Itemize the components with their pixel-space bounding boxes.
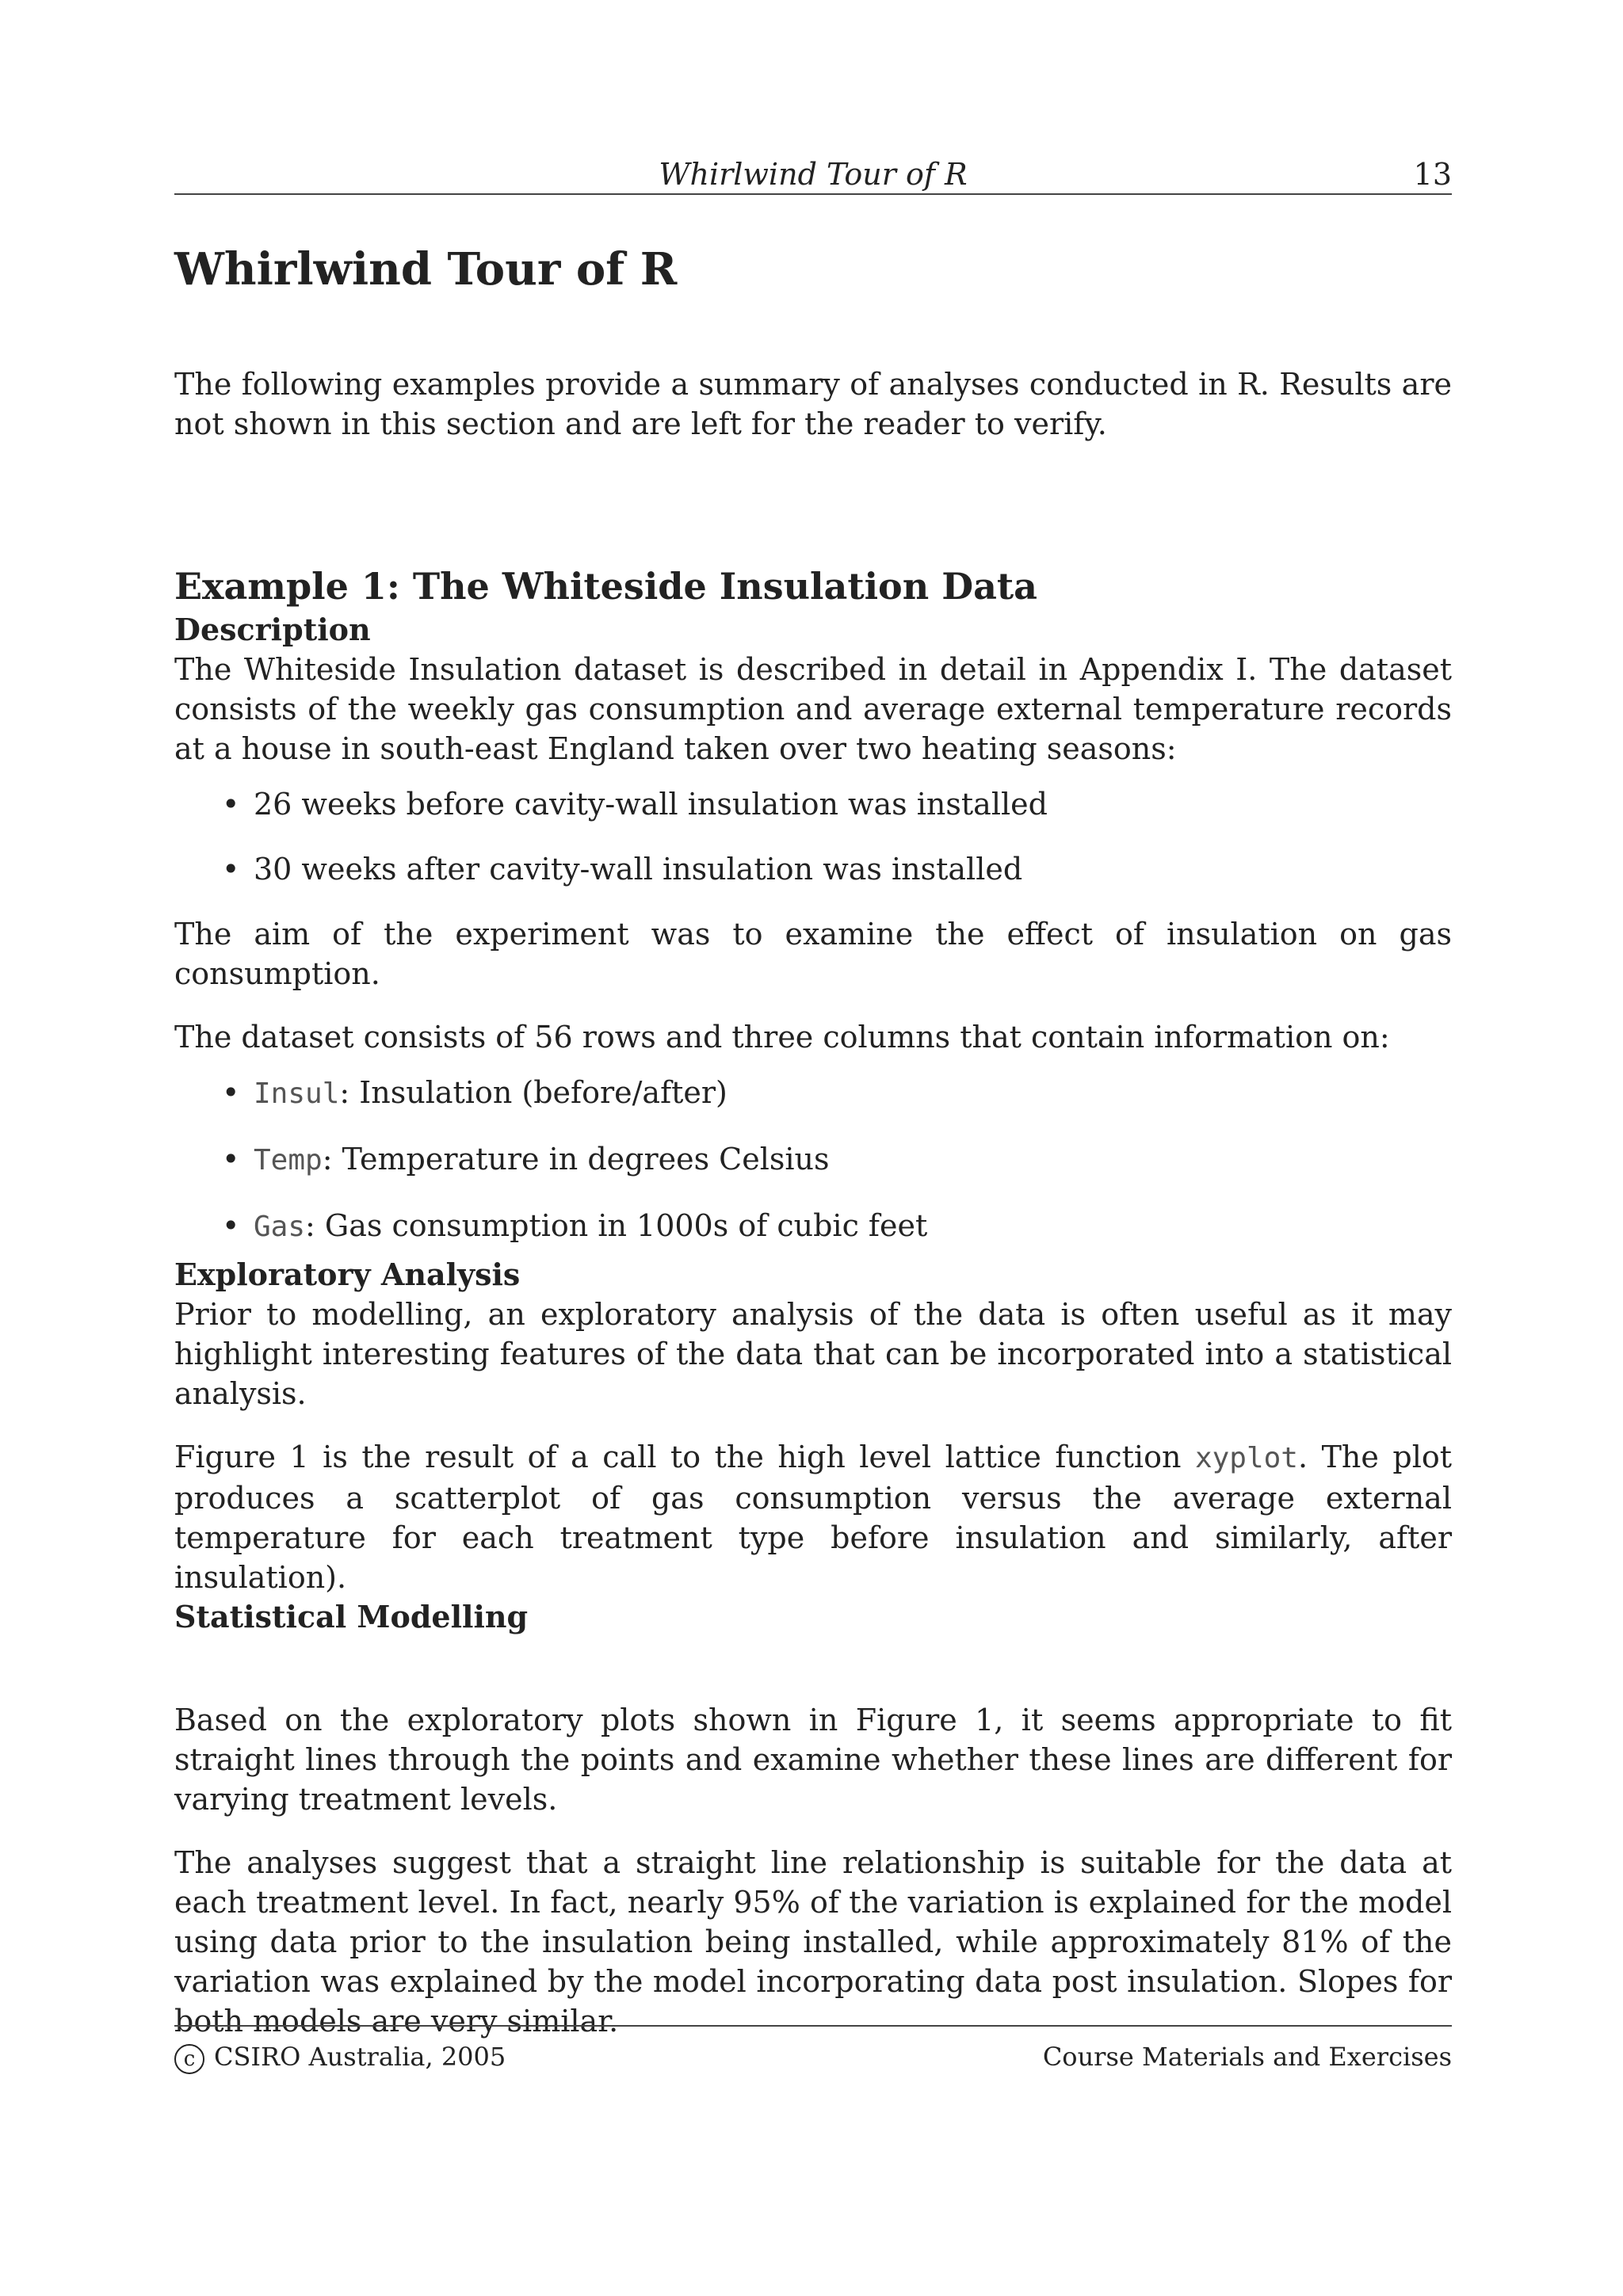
page-footer xyxy=(174,2025,1452,2082)
list-item xyxy=(174,849,1452,889)
footer-right-text: Course Materials and Exercises xyxy=(1042,2042,1452,2072)
bullet-icon: • xyxy=(222,1142,240,1177)
exploratory-heading: Exploratory Analysis xyxy=(174,1257,521,1292)
description-heading: Description xyxy=(174,612,371,647)
bullet-icon: • xyxy=(222,787,240,822)
bullet-icon: • xyxy=(222,1208,240,1243)
list-item-text: 30 weeks after cavity-wall insulation was installed xyxy=(254,852,1023,887)
season-list xyxy=(174,784,1452,889)
description-paragraph: The Whiteside Insulation dataset is described in detail in Appendix I. The dataset consists of the weekly gas consumption and average external temperature records at a house in south-east England taken over two heating seasons: xyxy=(174,652,1452,766)
list-item xyxy=(174,784,1452,824)
figure-text-after: . The plot produces a scatterplot of gas consumption versus the average external temperature for each treatment type before insulation and similarly, after insulation). xyxy=(174,1440,1453,1595)
column-description: : Insulation (before/after) xyxy=(339,1075,727,1110)
column-description: : Temperature in degrees Celsius xyxy=(322,1142,830,1177)
modelling-paragraph-1: Based on the exploratory plots shown in Figure 1, it seems appropriate to fit straight lines through the points and examine whether these lines are different for varying treatment levels. xyxy=(174,1703,1452,1817)
modelling-heading: Statistical Modelling xyxy=(174,1599,529,1634)
column-code: Insul xyxy=(254,1077,340,1110)
footer-left-text: CSIRO Australia, 2005 xyxy=(214,2042,506,2072)
intro-paragraph: The following examples provide a summary of analyses conducted in R. Results are not shown in this section and are left for the reader to verify. xyxy=(174,367,1452,441)
bullet-icon: • xyxy=(222,1075,240,1110)
figure-paragraph xyxy=(174,1437,1452,1597)
list-item xyxy=(174,1139,1452,1180)
function-code: xyplot xyxy=(1194,1442,1298,1474)
columns-list xyxy=(174,1073,1452,1247)
exploratory-paragraph: Prior to modelling, an exploratory analysis of the data is often useful as it may highlight interesting features of the data that can be incorporated into a statistical analysis. xyxy=(174,1297,1452,1411)
page-header xyxy=(174,155,1452,195)
column-description: : Gas consumption in 1000s of cubic feet xyxy=(305,1208,928,1243)
page-content xyxy=(174,238,1452,2041)
modelling-paragraph-2: The analyses suggest that a straight line relationship is suitable for the data at each treatment level. In fact, nearly 95% of the variation is explained for the model using data prior to the insulation being installed, while approximately 81% of the variation was explained by the model incorporating data post insulation. Slopes for both models are very similar. xyxy=(174,1845,1452,2039)
page-number: 13 xyxy=(1413,157,1452,192)
list-item-text: 26 weeks before cavity-wall insulation was installed xyxy=(254,787,1048,822)
chapter-title: Whirlwind Tour of R xyxy=(174,243,678,296)
copyright-icon: c xyxy=(174,2044,204,2074)
section-title: Example 1: The Whiteside Insulation Data xyxy=(174,565,1037,608)
column-code: Temp xyxy=(254,1144,323,1177)
footer-copyright xyxy=(174,2039,506,2074)
aim-paragraph: The aim of the experiment was to examine the effect of insulation on gas consumption. xyxy=(174,917,1452,991)
list-item xyxy=(174,1206,1452,1247)
column-code: Gas xyxy=(254,1211,306,1243)
bullet-icon: • xyxy=(222,852,240,887)
figure-text-before: Figure 1 is the result of a call to the high level lattice function xyxy=(174,1440,1195,1474)
list-item xyxy=(174,1073,1452,1114)
columns-intro-paragraph: The dataset consists of 56 rows and three columns that contain information on: xyxy=(174,1020,1390,1055)
running-title: Whirlwind Tour of R xyxy=(659,157,968,192)
